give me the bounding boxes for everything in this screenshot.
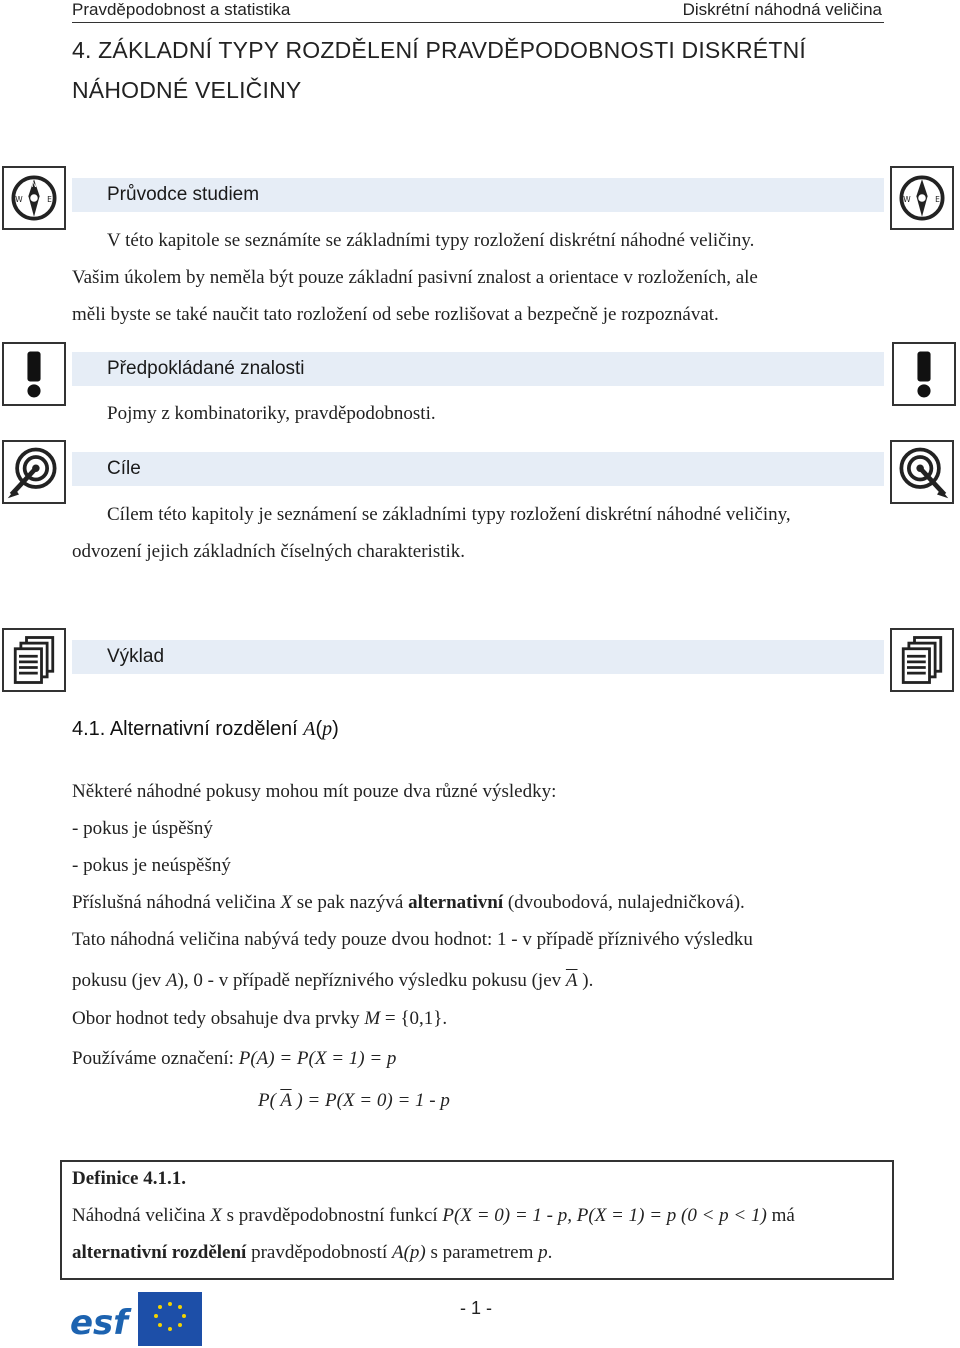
section-paren-open: (	[315, 718, 323, 740]
guide-text-line3: měli byste se také naučit tato rozložení od sebe rozlišovat a bezpečně je rozpoznávat.	[72, 304, 719, 325]
p4-event-a-complement: $\overline{A}$	[565, 970, 578, 991]
def-l2-b: s parametrem	[425, 1242, 539, 1263]
body-paragraph-5	[72, 1000, 447, 1037]
svg-text:E: E	[47, 194, 52, 204]
target-icon	[890, 440, 954, 504]
exclamation-icon	[892, 342, 956, 406]
goals-text-line2: odvození jejich základních číselných charakteristik.	[72, 541, 466, 562]
documents-icon	[890, 628, 954, 692]
definition-title	[72, 1160, 186, 1197]
p7-formula: ) = P(X = 0) = 1 - p	[291, 1090, 450, 1111]
body-paragraph-6	[72, 1040, 396, 1077]
header-course-title: Pravděpodobnost a statistika	[72, 0, 291, 19]
p7-text-a: P(	[258, 1090, 281, 1111]
exclamation-icon	[2, 342, 66, 406]
body-bullet-2: - pokus je neúspěšný	[72, 855, 231, 876]
guide-label: Průvodce studiem	[107, 184, 260, 205]
p4-text-a: pokusu (jev	[72, 970, 166, 991]
definition-line-2	[72, 1234, 552, 1271]
p2-text-c: (dvoubodová, nulajedničková).	[503, 892, 745, 913]
p2-bold-term: alternativní	[408, 892, 504, 913]
body-paragraph-7	[258, 1082, 450, 1119]
def-l2-bold: alternativní rozdělení	[72, 1242, 247, 1263]
p2-var-x: X	[280, 892, 293, 913]
body-paragraph-3: Tato náhodná veličina nabývá tedy pouze dvou hodnot: 1 - v případě příznivého výsledku	[72, 929, 753, 950]
section-heading	[72, 718, 339, 741]
definition-line-1	[72, 1197, 795, 1234]
p2-text-b: se pak nazývá	[292, 892, 409, 913]
section-symbol-a: A	[303, 718, 316, 740]
goals-label: Cíle	[107, 458, 141, 479]
def-l1-c: má	[766, 1205, 795, 1226]
svg-text:E: E	[935, 194, 940, 204]
explanation-bar	[72, 640, 884, 674]
footer-logos	[68, 1292, 202, 1348]
body-paragraph-4	[72, 962, 593, 999]
section-paren-close: )	[332, 718, 339, 740]
header-rule	[72, 22, 884, 23]
svg-text:W: W	[15, 194, 23, 204]
p4-event-a: A	[165, 970, 178, 991]
documents-icon	[2, 628, 66, 692]
chapter-title-line2: NÁHODNÉ VELIČINY	[72, 77, 302, 103]
section-title-text: 4.1. Alternativní rozdělení	[72, 718, 304, 740]
p2-text-a: Příslušná náhodná veličina	[72, 892, 281, 913]
p6-text-a: Používáme označení:	[72, 1048, 239, 1069]
p5-set-m: M	[364, 1008, 381, 1029]
page-number: - 1 -	[460, 1298, 493, 1318]
def-l1-b: s pravděpodobnostní funkcí	[221, 1205, 443, 1226]
def-l2-c: .	[547, 1242, 553, 1263]
header-chapter-name: Diskrétní náhodná veličina	[682, 0, 882, 19]
p4-text-b: ), 0 - v případě nepříznivého výsledku pokusu (jev	[177, 970, 566, 991]
compass-icon	[2, 166, 66, 230]
def-l1-x: X	[210, 1205, 222, 1226]
def-l1-a: Náhodná veličina	[72, 1205, 211, 1226]
compass-icon	[890, 166, 954, 230]
prereq-label: Předpokládané znalosti	[107, 358, 305, 379]
guide-text-line2: Vašim úkolem by neměla být pouze základní pasivní znalost a orientace v rozloženích, ale	[72, 267, 758, 288]
body-bullet-1: - pokus je úspěšný	[72, 818, 213, 839]
body-paragraph-1: Některé náhodné pokusy mohou mít pouze dva různé výsledky:	[72, 781, 557, 802]
body-paragraph-2	[72, 884, 745, 921]
explanation-label: Výklad	[107, 646, 165, 667]
p6-formula: P(A) = P(X = 1) = p	[238, 1048, 397, 1069]
guide-text-line1: V této kapitole se seznámíte se základními typy rozložení diskrétní náhodné veličiny.	[107, 230, 755, 251]
prereq-text: Pojmy z kombinatoriky, pravděpodobnosti.	[107, 403, 436, 424]
p4-text-c: ).	[577, 970, 594, 991]
chapter-title-line1: 4. ZÁKLADNÍ TYPY ROZDĚLENÍ PRAVDĚPODOBNOSTI DISKRÉTNÍ	[72, 37, 806, 63]
p5-text-a: Obor hodnot tedy obsahuje dva prvky	[72, 1008, 365, 1029]
def-l2-formula: A(p)	[391, 1242, 426, 1263]
esf-logo	[68, 1292, 202, 1346]
section-symbol-p: p	[322, 718, 333, 740]
goals-bar	[72, 452, 884, 486]
svg-text:esf: esf	[70, 1303, 129, 1343]
definition-title-text: Definice 4.1.1.	[72, 1168, 186, 1189]
def-l2-p: p	[538, 1242, 548, 1263]
p5-text-b: = {0,1}.	[380, 1008, 448, 1029]
svg-text:W: W	[903, 194, 911, 204]
eu-flag-logo	[138, 1292, 202, 1346]
target-icon	[2, 440, 66, 504]
def-l1-formula: P(X = 0) = 1 - p, P(X = 1) = p (0 < p < 1)	[442, 1205, 767, 1226]
goals-text-line1: Cílem této kapitoly je seznámení se základními typy rozložení diskrétní náhodné veličiny,	[107, 504, 791, 525]
def-l2-a: pravděpodobností	[246, 1242, 392, 1263]
svg-text:N: N	[31, 179, 37, 189]
p7-event-a-complement: $\overline{A}$	[280, 1090, 292, 1111]
chapter-title	[72, 30, 872, 110]
